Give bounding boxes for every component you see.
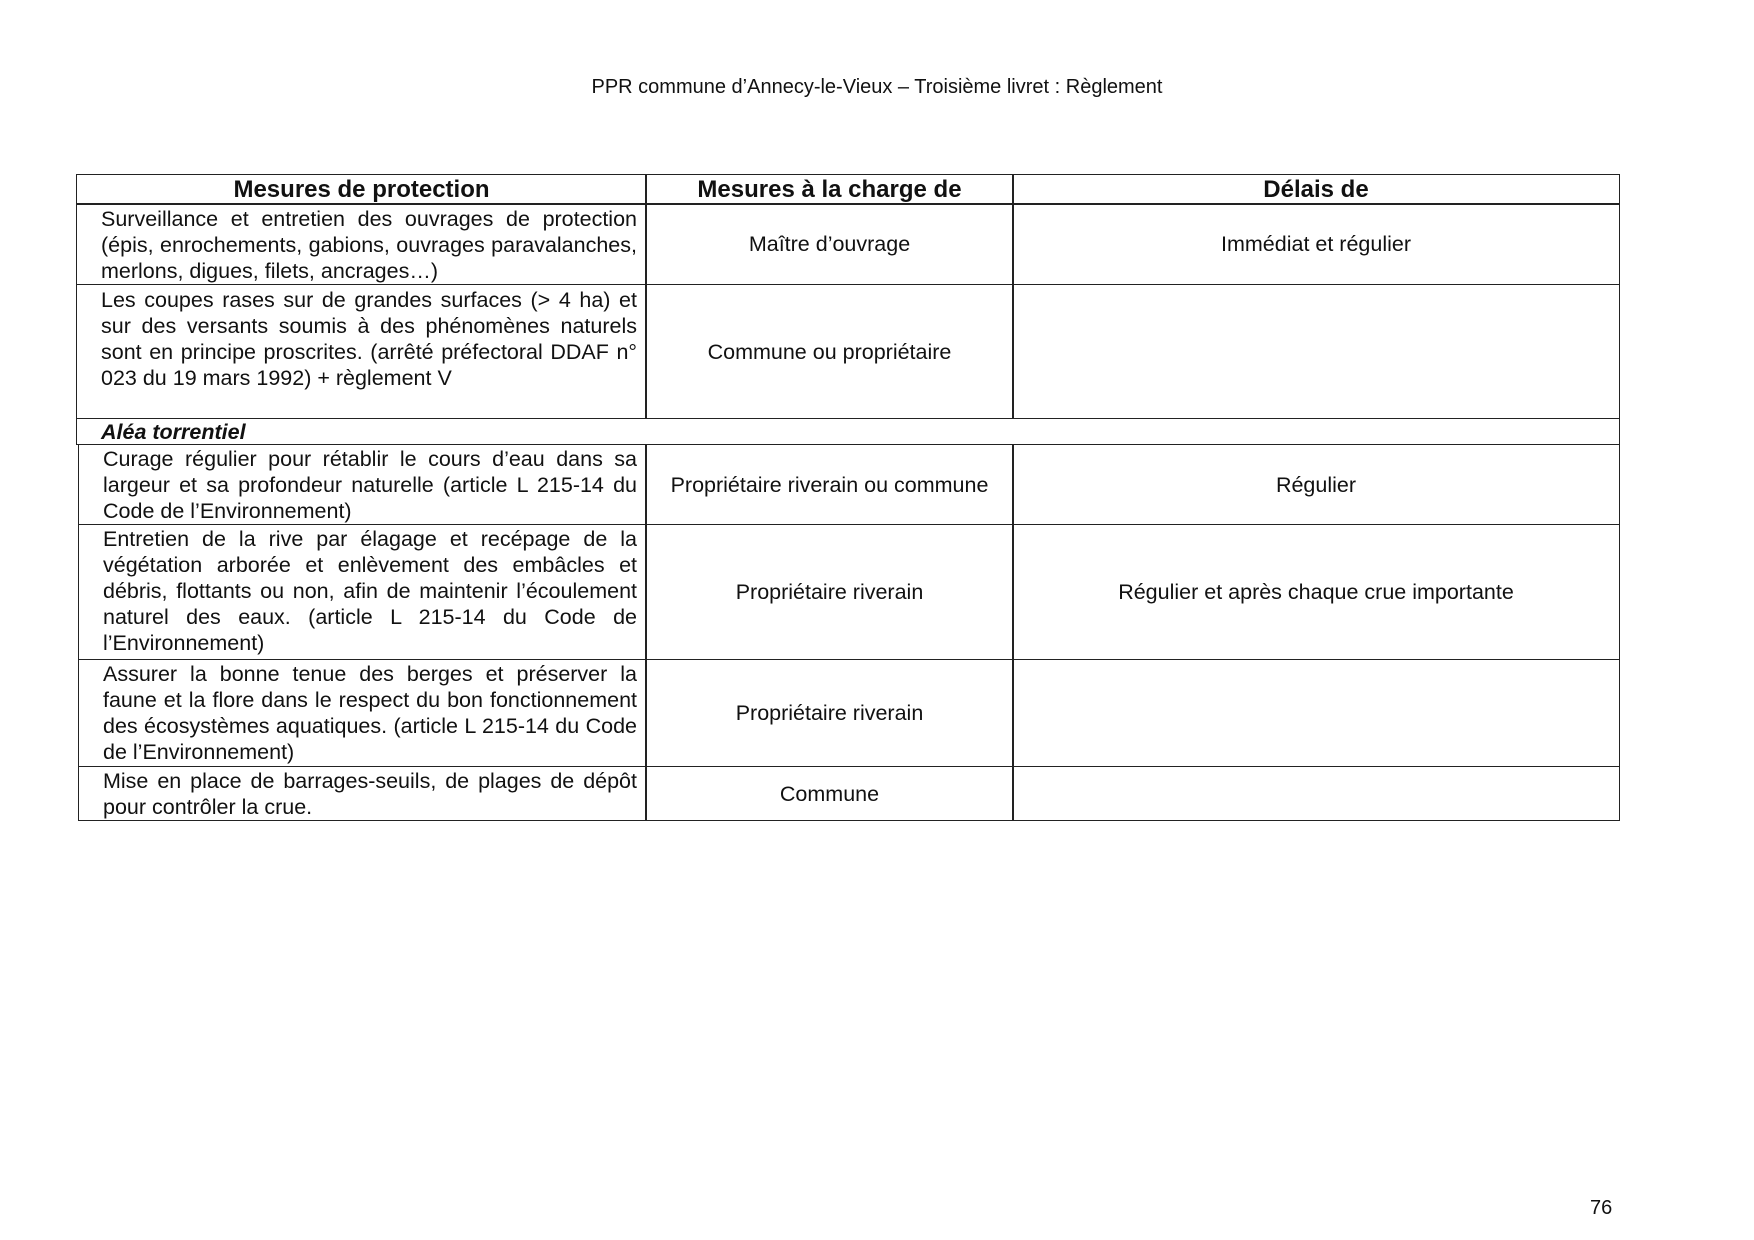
table-row-1-delai: Immédiat et régulier xyxy=(1012,203,1620,285)
table-row-3-charge: Propriétaire riverain ou commune xyxy=(645,444,1014,525)
table-row-1-mesure: Surveillance et entretien des ouvrages de protection (épis, enrochements, gabions, ouvrages paravalanches, merlons, digues, filets, ancrages…) xyxy=(76,203,647,285)
column-header-charge: Mesures à la charge de xyxy=(645,174,1014,205)
page-header: PPR commune d’Annecy-le-Vieux – Troisième livret : Règlement xyxy=(591,76,1163,98)
table-row-2-mesure: Les coupes rases sur de grandes surfaces (> 4 ha) et sur des versants soumis à des phénomènes naturels sont en principe proscrites. (arrêté préfectoral DDAF n° 023 du 19 mars 1992) + règlement V xyxy=(76,284,647,419)
table-row-2-charge: Commune ou propriétaire xyxy=(645,284,1014,419)
section-header-alea-torrentiel: Aléa torrentiel xyxy=(76,418,1620,445)
table-row-3-delai: Régulier xyxy=(1012,444,1620,525)
table-row-6-delai xyxy=(1012,766,1620,821)
column-header-delais: Délais de xyxy=(1012,174,1620,205)
table-row-1-charge: Maître d’ouvrage xyxy=(645,203,1014,285)
table-row-4-charge: Propriétaire riverain xyxy=(645,524,1014,660)
table-row-5-mesure: Assurer la bonne tenue des berges et préserver la faune et la flore dans le respect du bon fonctionnement des écosystèmes aquatiques. (article L 215-14 du Code de l’Environnement) xyxy=(78,659,647,767)
table-row-5-delai xyxy=(1012,659,1620,767)
table-row-6-mesure: Mise en place de barrages-seuils, de plages de dépôt pour contrôler la crue. xyxy=(78,766,647,821)
table-row-4-mesure: Entretien de la rive par élagage et recépage de la végétation arborée et enlèvement des embâcles et débris, flottants ou non, afin de maintenir l’écoulement naturel des eaux. (article L 215-14 du Code de l’Environnement) xyxy=(78,524,647,660)
table-row-3-mesure: Curage régulier pour rétablir le cours d’eau dans sa largeur et sa profondeur naturelle (article L 215-14 du Code de l’Environnement) xyxy=(78,444,647,525)
table-row-2-delai xyxy=(1012,284,1620,419)
table-row-4-delai: Régulier et après chaque crue importante xyxy=(1012,524,1620,660)
table-row-6-charge: Commune xyxy=(645,766,1014,821)
table-row-5-charge: Propriétaire riverain xyxy=(645,659,1014,767)
page-number: 76 xyxy=(1590,1197,1613,1219)
column-header-mesures: Mesures de protection xyxy=(76,174,647,205)
